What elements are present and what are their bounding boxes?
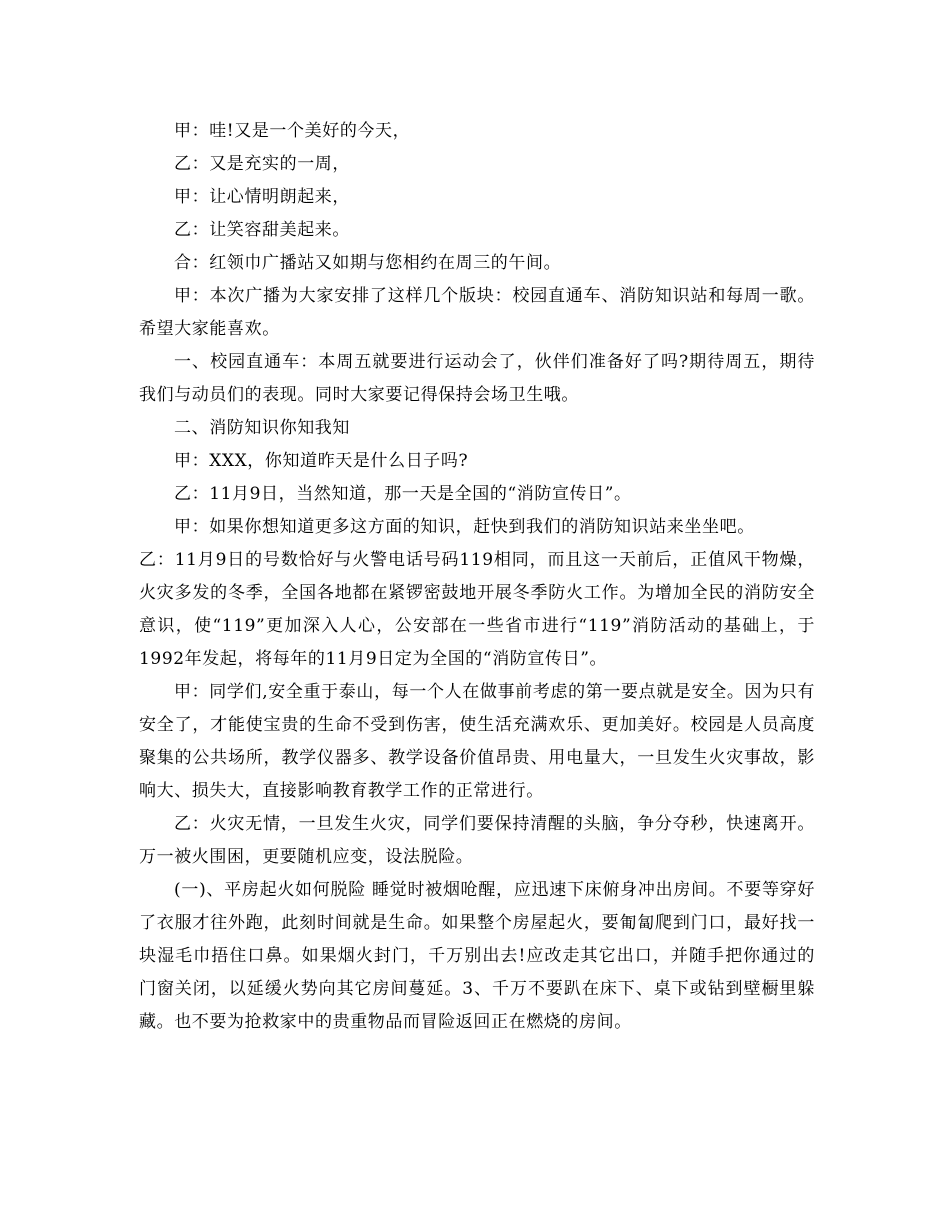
paragraph: 甲：如果你想知道更多这方面的知识，赶快到我们的消防知识站来坐坐吧。 bbox=[174, 517, 755, 537]
paragraph: 甲：同学们,安全重于泰山，每一个人在做事前考虑的第一要点就是安全。因为只有安全了，才能使宝贵的生命不受到伤害，使生活充满欢乐、更加美好。校园是人员高度聚集的公共场所，教学仪器多、教学设备价值昂贵、用电量大，一旦发生火灾事故，影响大、损失大，直接影响教育教学工作的正常进行。 bbox=[139, 682, 815, 801]
paragraph: 乙：火灾无情，一旦发生火灾，同学们要保持清醒的头脑，争分夺秒，快速离开。万一被火围困，更要随机应变，设法脱险。 bbox=[139, 814, 815, 867]
paragraph: 乙：11月9日，当然知道，那一天是全国的“消防宣传日”。 bbox=[174, 484, 632, 504]
paragraph: 甲：XXX，你知道昨天是什么日子吗? bbox=[174, 451, 469, 471]
paragraph: 甲：本次广播为大家安排了这样几个版块：校园直通车、消防知识站和每周一歌。希望大家能喜欢。 bbox=[139, 286, 815, 339]
document-body bbox=[139, 115, 815, 1039]
section-heading: 二、消防知识你知我知 bbox=[174, 418, 350, 438]
paragraph: 乙：11月9日的号数恰好与火警电话号码119相同，而且这一天前后，正值风干物燥，火灾多发的冬季，全国各地都在紧锣密鼓地开展冬季防火工作。为增加全民的消防安全意识，使“119”更加深入人心，公安部在一些省市进行“119”消防活动的基础上，于1992年发起，将每年的11月9日定为全国的“消防宣传日”。 bbox=[139, 550, 815, 669]
paragraph: 合：红领巾广播站又如期与您相约在周三的午间。 bbox=[174, 253, 562, 273]
paragraph: (一)、平房起火如何脱险 睡觉时被烟呛醒，应迅速下床俯身冲出房间。不要等穿好了衣服才往外跑，此刻时间就是生命。如果整个房屋起火，要匍匐爬到门口，最好找一块湿毛巾捂住口鼻。如果烟火封门，千万别出去!应改走其它出口，并随手把你通过的门窗关闭，以延缓火势向其它房间蔓延。3、千万不要趴在床下、桌下或钻到壁橱里躲藏。也不要为抢救家中的贵重物品而冒险返回正在燃烧的房间。 bbox=[139, 880, 815, 1032]
paragraph: 乙：让笑容甜美起来。 bbox=[174, 220, 350, 240]
paragraph: 一、校园直通车：本周五就要进行运动会了，伙伴们准备好了吗?期待周五，期待我们与动员们的表现。同时大家要记得保持会场卫生哦。 bbox=[139, 352, 815, 405]
paragraph: 甲：哇!又是一个美好的今天， bbox=[174, 121, 411, 141]
paragraph: 甲：让心情明朗起来， bbox=[174, 187, 350, 207]
paragraph: 乙：又是充实的一周， bbox=[174, 154, 350, 174]
